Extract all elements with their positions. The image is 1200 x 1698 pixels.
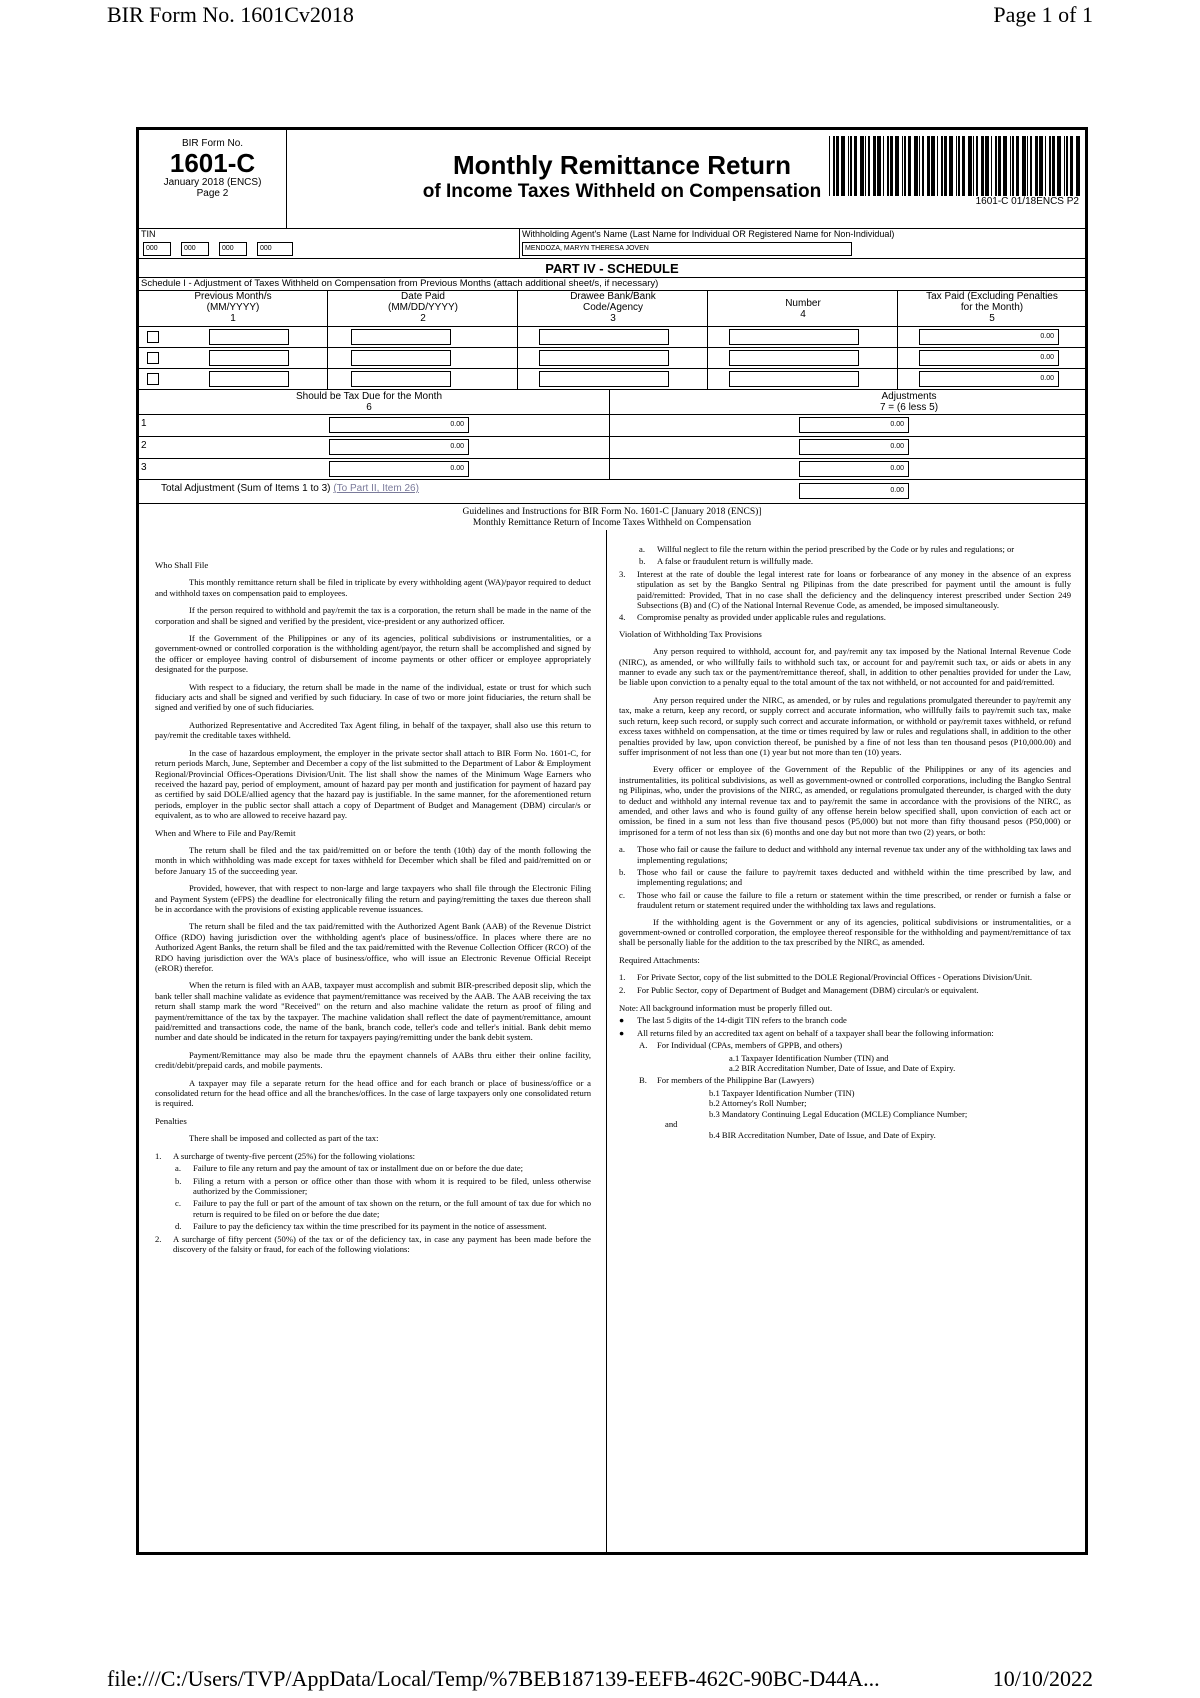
list-item: ● The last 5 digits of the 14-digit TIN refers to the branch code: [619, 1015, 847, 1026]
print-footer: [0, 1660, 1200, 1698]
col-number: Number 4: [785, 298, 821, 320]
total-adjustment-field[interactable]: 0.00: [799, 483, 909, 499]
form-subtitle: of Income Taxes Withheld on Compensation: [422, 181, 822, 202]
heading-penalties: Penalties: [155, 1115, 187, 1126]
form-title: Monthly Remittance Return: [452, 150, 792, 180]
guidelines-title: [139, 507, 1085, 529]
row-3-drawee-bank[interactable]: [539, 371, 669, 387]
divider: [139, 458, 1085, 459]
row-3-date-paid[interactable]: [351, 371, 451, 387]
list-item: b. A false or fraudulent return is willfully made.: [639, 556, 814, 567]
col-tax-paid: Tax Paid (Excluding Penalties for the Month) 5: [926, 291, 1058, 324]
divider: [327, 290, 328, 389]
paragraph: Payment/Remittance may also be made thru the epayment channels of AABs thru either their online facility, credit/debit/prepaid cards, and mobile payments.: [155, 1049, 591, 1071]
divider: [897, 290, 898, 389]
tin-part-4[interactable]: 000: [257, 242, 293, 256]
list-item: 1. For Private Sector, copy of the list submitted to the DOLE Regional/Provincial Offices - Operations Division/Unit.: [619, 972, 1032, 983]
form-header: [139, 130, 1085, 229]
paragraph: If the person required to withhold and pay/remit the tax is a corporation, the return shall be made in the name of the corporation and shall be signed and verified by the president, vice-president or any authorized officer.: [155, 605, 591, 626]
paragraph: In the case of hazardous employment, the employer in the private sector shall attach to BIR Form No. 1601-C, for return periods March, June, September and December a copy of the list submitted to the Department of Labor & Employment Regional/Provincial Offices-Operations Division/Unit. The list shall show the names of the Minimum Wage Earners who received the hazard pay, period of employment, amount of hazard pay per month and justification for payment of hazard pay as certified by said DOLE/allied agency that the hazard pay is justifiable. In the same manner, for the aforementioned return periods, employer in the public sector shall attach a copy of Department of Budget and Management (DBM) circular/s or equivalent, as to who are allowed to receive hazard pay.: [155, 747, 591, 821]
row-3-checkbox[interactable]: [147, 373, 159, 385]
row-3-tax-paid[interactable]: 0.00: [919, 371, 1059, 387]
list-item: a. Those who fail or cause the failure to deduct and withhold any internal revenue tax under any of the withholding tax laws and implementing regulations;: [619, 844, 1071, 865]
heading-violation: Violation of Withholding Tax Provisions: [619, 628, 762, 639]
paragraph: Provided, however, that with respect to non-large and large taxpayers who shall file through the Electronic Filing and Payment System (eFPS) the deadline for electronically filing the return and paying/remitting the taxes due thereon shall be in accordance with the provisions of existing applicable revenue issuances.: [155, 883, 591, 914]
paragraph: A taxpayer may file a separate return for the head office and for each branch or place of business/office or a consolidated return for the head office and all the branches/offices. In the case of large taxpayers only one consolidated return is required.: [155, 1077, 591, 1109]
paragraph: If the Government of the Philippines or any of its agencies, political subdivisions or instrumentalities, or a government-owned or controlled corporation is the withholding agent/payor, the return shall be accomplished and signed by the officer or employee having control of disbursement of income payments or other officer or employee appropriately designated for the purpose.: [155, 633, 591, 675]
total-adjustment-text: Total Adjustment (Sum of Items 1 to 3): [161, 483, 331, 494]
print-header: [0, 0, 1200, 40]
list-item: ● All returns filed by an accredited tax agent on behalf of a taxpayer shall bear the following information:: [619, 1027, 994, 1038]
paragraph: If the withholding agent is the Government or any of its agencies, political subdivisions or instrumentalities, or a government-owned or controlled corporation, the employee thereof responsible for the withholding and payment/remittance of tax shall be personally liable for the addition to the tax prescribed by the NIRC, as amended.: [619, 916, 1071, 948]
list-item: b.1 Taxpayer Identification Number (TIN): [709, 1087, 855, 1098]
divider: [139, 258, 1085, 259]
row-number-3: 3: [141, 462, 147, 473]
part-iv-title: PART IV - SCHEDULE: [545, 261, 679, 276]
paragraph: This monthly remittance return shall be filed in triplicate by every withholding agent (WA)/payor required to deduct and withhold taxes on compensation paid to employees.: [155, 577, 591, 598]
barcode-caption: 1601-C 01/18ENCS P2: [975, 196, 1079, 207]
paragraph: When the return is filed with an AAB, taxpayer must accomplish and submit BIR-prescribed deposit slip, which the bank teller shall machine validate as evidence that payment/remittance was received by the AAB. The AAB receiving the tax return shall stamp mark the word "Received" on the return and also machine validate the return as proof of filing and payment/remittance of the tax by the taxpayer. The machine validation shall reflect the date of payment/remittance, amount paid/remitted and transactions code, the name of the bank, branch code, teller's code and teller's initial. Bank debit memo number and date should be indicated in the return for taxpayers paying/remitting under the bank debit system.: [155, 980, 591, 1043]
print-footer-path: file:///C:/Users/TVP/AppData/Local/Temp/%7BEB187139-EEFB-462C-90BC-D44A...: [107, 1666, 880, 1691]
divider: [139, 347, 1085, 348]
row-1-tax-due[interactable]: 0.00: [329, 417, 469, 433]
row-2-tax-paid[interactable]: 0.00: [919, 350, 1059, 366]
paragraph: Any person required under the NIRC, as amended, or by rules and regulations promulgated thereunder to pay/remit any tax, make a return, keep any record, or supply correct and accurate information, who willfully fails to pay/remit such tax, make such return, keep such record, or supply such correct and accurate information, or withhold or pay/remit taxes withheld, or refund excess taxes withheld on compensation, at the time or times required by law or rules and regulations shall, in addition to the other penalties provided by law, upon conviction thereof, be punished by a fine of not less than ten thousand pesos (P10,000.00) and suffer imprisonment of not less than one (1) year but not more than ten (10) years.: [619, 694, 1071, 757]
tin-part-3[interactable]: 000: [219, 242, 247, 256]
list-item: and: [665, 1119, 678, 1130]
col-previous-months: Previous Month/s (MM/YYYY) 1: [194, 291, 272, 324]
list-item: b.2 Attorney's Roll Number;: [709, 1098, 807, 1109]
divider: [517, 290, 518, 389]
list-item: 2. For Public Sector, copy of Department of Budget and Management (DBM) circular/s or equivalent.: [619, 984, 979, 995]
divider: [139, 414, 1085, 415]
divider: [609, 389, 610, 479]
divider: [139, 389, 1085, 390]
list-item: b.4 BIR Accreditation Number, Date of Issue, and Date of Expiry.: [709, 1129, 936, 1140]
list-item: B. For members of the Philippine Bar (Lawyers): [639, 1075, 815, 1086]
list-item: b. Those who fail or cause the failure to pay/remit taxes deducted and withheld within the time prescribed by law, and implementing regulations; and: [619, 866, 1071, 888]
row-3-adjustment[interactable]: 0.00: [799, 461, 909, 477]
row-number-2: 2: [141, 440, 147, 451]
list-item: 3. Interest at the rate of double the legal interest rate for loans or forbearance of any money in the absence of an express stipulation as set by the Bangko Sentral ng Pilipinas from the date prescribed for payment until the amount is fully paid/remitted: Provided, That in no case shall the deficiency and the delinquency interest prescribed under Section 249 Subsections (B) and (C) of the National Internal Revenue Code, as amended, be imposed simultaneously.: [619, 568, 1071, 611]
paragraph: Authorized Representative and Accredited Tax Agent filing, in behalf of the taxpayer, shall also use this return to pay/remit the creditable taxes withheld.: [155, 719, 591, 741]
print-header-page: Page 1 of 1: [993, 2, 1093, 27]
divider: [139, 368, 1085, 369]
row-2-number[interactable]: [729, 350, 859, 366]
form-page: Page 2: [196, 188, 229, 199]
list-item: a. Willful neglect to file the return within the period prescribed by the Code or by rules and regulations; or: [639, 544, 1015, 554]
row-2-drawee-bank[interactable]: [539, 350, 669, 366]
row-number-1: 1: [141, 418, 147, 429]
row-1-tax-paid[interactable]: 0.00: [919, 329, 1059, 345]
heading-when-where: When and Where to File and Pay/Remit: [155, 827, 296, 838]
row-2-tax-due[interactable]: 0.00: [329, 439, 469, 455]
divider: [139, 479, 1085, 480]
paragraph: The return shall be filed and the tax paid/remitted with the Authorized Agent Bank (AAB) of the Revenue District Office (RDO) having jurisdiction over the withholding agent's place of business/office. In places where there are no Authorized Agent Banks, the return shall be filed and the tax paid/remitted with the Revenue Collection Officer (RCO) of the RDO having jurisdiction over the WA's place of business/office, who will issue an Electronic Revenue Official Receipt (eROR) therefor.: [155, 921, 591, 973]
col-drawee-bank: Drawee Bank/Bank Code/Agency 3: [570, 291, 656, 324]
row-1-adjustment[interactable]: 0.00: [799, 417, 909, 433]
list-item: 1. A surcharge of twenty-five percent (25%) for the following violations:: [155, 1150, 416, 1161]
list-item: 2. A surcharge of fifty percent (50%) of the tax or of the deficiency tax, in case any payment has been made before the discovery of the falsity or fraud, for each of the following violations:: [155, 1233, 591, 1254]
guidelines-title-line-1: Guidelines and Instructions for BIR Form No. 1601-C [January 2018 (ENCS)]: [462, 507, 762, 517]
list-item: b. Filing a return with a person or office other than those with whom it is required to be filed, unless otherwise authorized by the Commissioner;: [175, 1175, 591, 1196]
row-3-previous-month[interactable]: [209, 371, 289, 387]
paragraph: Any person required to withhold, account for, and pay/remit any tax imposed by the National Internal Revenue Code (NIRC), as amended, or who willfully fails to withhold such tax, or account for and pay/remit such tax, or aids or abets in any manner to evade any such tax or the payment/remittance thereof, shall, in addition to other penalties provided for under the Law, be liable upon conviction to a penalty equal to the total amount of the tax not withheld, or not accounted for and paid/remitted.: [619, 646, 1071, 688]
guidelines-left-column: [155, 554, 591, 1256]
divider: [139, 436, 1085, 437]
agent-name-label: Withholding Agent's Name (Last Name for Individual OR Registered Name for Non-Individual): [522, 229, 895, 239]
tin-part-2[interactable]: 000: [181, 242, 209, 256]
row-1-previous-month[interactable]: [209, 329, 289, 345]
tin-label: TIN: [141, 229, 156, 239]
col-should-be-tax-due: Should be Tax Due for the Month 6: [295, 391, 443, 413]
list-item: d. Failure to pay the deficiency tax within the time prescribed for its payment in the notice of assessment.: [175, 1221, 547, 1232]
row-1-date-paid[interactable]: [351, 329, 451, 345]
paragraph: There shall be imposed and collected as part of the tax:: [189, 1133, 379, 1144]
col-adjustments: Adjustments 7 = (6 less 5): [879, 391, 939, 413]
row-2-date-paid[interactable]: [351, 350, 451, 366]
paragraph: Every officer or employee of the Government of the Republic of the Philippines or any of its agencies and instrumentalities, its political subdivisions, as well as government-owned or controlled corporations, including the Bangko Sentral ng Pilipinas, who, under the provisions of the NIRC, as amended, or regulations promulgated thereunder, is charged with the duty to deduct and withhold any internal revenue tax and to pay/remit the same in accordance with the provisions of the NIRC, as amended, and other laws and who is found guilty of any offense herein below specified shall, upon conviction of each act or omission, be fined in a sum not less than five thousand pesos (P5,000) but not more than fifty thousand pesos (P50,000) or imprisoned for a term of not less than six (6) months and one day but not more than two (2) years, or both:: [619, 764, 1071, 837]
divider: [139, 326, 1085, 327]
paragraph: With respect to a fiduciary, the return shall be made in the name of the individual, estate or trust for which such fiduciary acts and shall be signed and verified by such fiduciary. In case of two or more joint fiduciaries, the return shall be signed and verified by one of such fiduciaries.: [155, 681, 591, 713]
list-item: c. Failure to pay the full or part of the amount of tax shown on the return, or the full amount of tax due for which no return is required to be filed on or before the due date;: [175, 1198, 591, 1219]
note: Note: All background information must be properly filled out.: [619, 1003, 833, 1014]
form-number-box: [139, 130, 287, 228]
form-edition: January 2018 (ENCS): [163, 177, 262, 188]
total-adjustment-link[interactable]: (To Part II, Item 26): [333, 483, 419, 494]
list-item: a. Failure to file any return and pay the amount of tax or installment due on or before the due date;: [175, 1163, 524, 1174]
paragraph: The return shall be filed and the tax paid/remitted on or before the tenth (10th) day of the month following the month in which withholding was made except for taxes withheld for December which shall be filed and paid/remitted on or before January 15 of the succeeding year.: [155, 844, 591, 876]
form-number: 1601-C: [169, 148, 256, 178]
list-item: b.3 Mandatory Continuing Legal Education (MCLE) Compliance Number;: [709, 1108, 968, 1119]
row-1-drawee-bank[interactable]: [539, 329, 669, 345]
heading-required-attachments: Required Attachments:: [619, 954, 700, 965]
row-2-previous-month[interactable]: [209, 350, 289, 366]
row-1-checkbox[interactable]: [147, 331, 159, 343]
barcode-image: [829, 136, 1081, 196]
divider: [519, 228, 520, 258]
total-adjustment-label: [161, 483, 419, 494]
divider: [707, 290, 708, 389]
divider: [139, 503, 1085, 504]
row-1-number[interactable]: [729, 329, 859, 345]
print-footer-date: 10/10/2022: [992, 1666, 1093, 1691]
list-item: 4. Compromise penalty as provided under applicable rules and regulations.: [619, 612, 886, 623]
row-2-adjustment[interactable]: 0.00: [799, 439, 909, 455]
schedule-i-title: Schedule I - Adjustment of Taxes Withheld on Compensation from Previous Months (attach additional sheet/s, if necessary): [141, 278, 659, 289]
bir-form: [136, 127, 1088, 1555]
column-divider: [606, 530, 607, 1552]
bir-form-label: BIR Form No.: [181, 138, 244, 149]
guidelines-title-line-2: Monthly Remittance Return of Income Taxes Withheld on Compensation: [472, 518, 752, 528]
row-2-checkbox[interactable]: [147, 352, 159, 364]
print-header-title: BIR Form No. 1601Cv2018: [107, 2, 354, 27]
agent-name-field[interactable]: MENDOZA, MARYN THERESA JOVEN: [522, 242, 852, 256]
list-item: c. Those who fail or cause the failure to file a return or statement within the time prescribed, or render or furnish a false or fraudulent return or statement required under the withholding tax laws and regulations.: [619, 889, 1071, 911]
list-item: a.1 Taxpayer Identification Number (TIN) and: [729, 1052, 889, 1063]
guidelines-right-column: [619, 544, 1071, 1140]
row-3-number[interactable]: [729, 371, 859, 387]
col-date-paid: Date Paid (MM/DD/YYYY) 2: [388, 291, 458, 324]
heading-who-shall-file: Who Shall File: [155, 560, 209, 570]
list-item: a.2 BIR Accreditation Number, Date of Issue, and Date of Expiry.: [729, 1063, 956, 1074]
row-3-tax-due[interactable]: 0.00: [329, 461, 469, 477]
tin-part-1[interactable]: 000: [143, 242, 171, 256]
list-item: A. For Individual (CPAs, members of GPPB, and others): [639, 1040, 843, 1051]
